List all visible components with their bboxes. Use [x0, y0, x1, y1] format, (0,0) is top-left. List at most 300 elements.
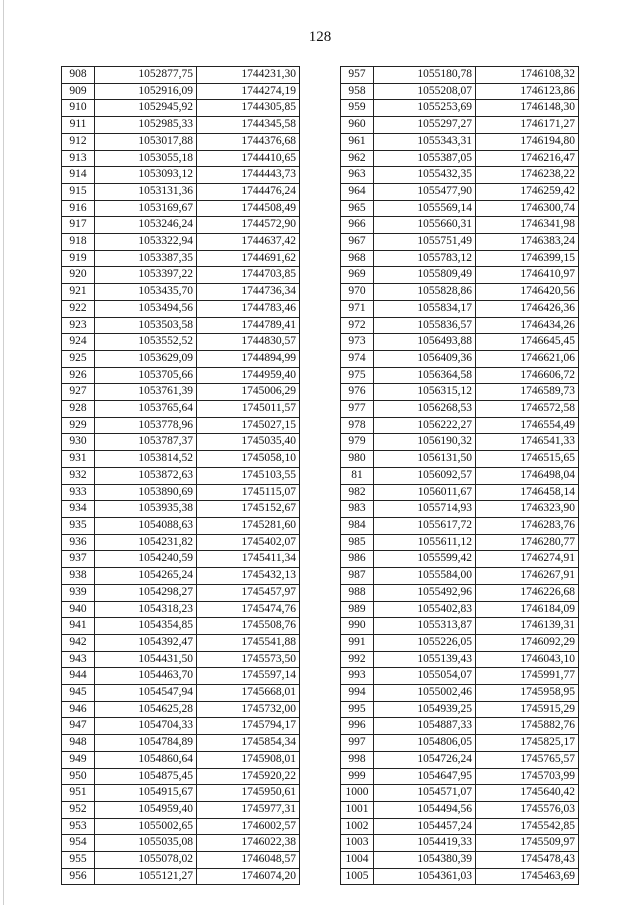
y-coordinate-cell: 1746216,47 — [476, 150, 579, 167]
point-number-cell: 983 — [341, 501, 374, 518]
x-coordinate-cell: 1053494,56 — [95, 300, 197, 317]
table-row — [341, 67, 579, 84]
y-coordinate-cell: 1746238,22 — [476, 167, 579, 184]
y-coordinate-cell: 1746498,04 — [476, 467, 579, 484]
table-row — [62, 200, 300, 217]
x-coordinate-cell: 1054887,33 — [374, 718, 476, 735]
y-coordinate-cell: 1746022,38 — [197, 835, 300, 852]
x-coordinate-cell: 1053629,09 — [95, 350, 197, 367]
point-number-cell: 914 — [62, 167, 95, 184]
point-number-cell: 952 — [62, 801, 95, 818]
point-number-cell: 957 — [341, 67, 374, 84]
x-coordinate-cell: 1056364,58 — [374, 367, 476, 384]
point-number-cell: 924 — [62, 334, 95, 351]
y-coordinate-cell: 1746541,33 — [476, 434, 579, 451]
point-number-cell: 984 — [341, 517, 374, 534]
x-coordinate-cell: 1053935,38 — [95, 501, 197, 518]
table-row — [62, 568, 300, 585]
y-coordinate-cell: 1746426,36 — [476, 300, 579, 317]
table-row — [62, 751, 300, 768]
point-number-cell: 1001 — [341, 801, 374, 818]
point-number-cell: 974 — [341, 350, 374, 367]
table-row — [341, 100, 579, 117]
y-coordinate-cell: 1746048,57 — [197, 852, 300, 869]
x-coordinate-cell: 1053552,52 — [95, 334, 197, 351]
point-number-cell: 986 — [341, 551, 374, 568]
table-row — [341, 467, 579, 484]
x-coordinate-cell: 1052945,92 — [95, 100, 197, 117]
y-coordinate-cell: 1745920,22 — [197, 768, 300, 785]
table-row — [341, 517, 579, 534]
x-coordinate-cell: 1053322,94 — [95, 234, 197, 251]
point-number-cell: 951 — [62, 785, 95, 802]
table-row — [341, 150, 579, 167]
x-coordinate-cell: 1054939,25 — [374, 701, 476, 718]
x-coordinate-cell: 1053017,88 — [95, 133, 197, 150]
x-coordinate-cell: 1053093,12 — [95, 167, 197, 184]
point-number-cell: 964 — [341, 183, 374, 200]
table-row — [341, 200, 579, 217]
y-coordinate-cell: 1746434,26 — [476, 317, 579, 334]
y-coordinate-cell: 1745115,07 — [197, 484, 300, 501]
table-row — [341, 584, 579, 601]
x-coordinate-cell: 1055253,69 — [374, 100, 476, 117]
point-number-cell: 929 — [62, 417, 95, 434]
y-coordinate-cell: 1746043,10 — [476, 651, 579, 668]
point-number-cell: 943 — [62, 651, 95, 668]
y-coordinate-cell: 1745058,10 — [197, 451, 300, 468]
point-number-cell: 962 — [341, 150, 374, 167]
x-coordinate-cell: 1055035,08 — [95, 835, 197, 852]
table-row — [62, 785, 300, 802]
x-coordinate-cell: 1056131,50 — [374, 451, 476, 468]
x-coordinate-cell: 1056315,12 — [374, 384, 476, 401]
table-row — [62, 401, 300, 418]
point-number-cell: 955 — [62, 852, 95, 869]
table-row — [341, 568, 579, 585]
x-coordinate-cell: 1055584,00 — [374, 568, 476, 585]
point-number-cell: 989 — [341, 601, 374, 618]
y-coordinate-cell: 1746283,76 — [476, 517, 579, 534]
y-coordinate-cell: 1746108,32 — [476, 67, 579, 84]
y-coordinate-cell: 1746267,91 — [476, 568, 579, 585]
y-coordinate-cell: 1746171,27 — [476, 117, 579, 134]
table-row — [62, 484, 300, 501]
x-coordinate-cell: 1055180,78 — [374, 67, 476, 84]
point-number-cell: 925 — [62, 350, 95, 367]
point-number-cell: 917 — [62, 217, 95, 234]
table-row — [62, 534, 300, 551]
y-coordinate-cell: 1744789,41 — [197, 317, 300, 334]
x-coordinate-cell: 1055834,17 — [374, 300, 476, 317]
y-coordinate-cell: 1745006,29 — [197, 384, 300, 401]
x-coordinate-cell: 1054647,95 — [374, 768, 476, 785]
point-number-cell: 969 — [341, 267, 374, 284]
table-row — [341, 634, 579, 651]
table-row — [341, 868, 579, 885]
x-coordinate-cell: 1055751,49 — [374, 234, 476, 251]
y-coordinate-cell: 1746092,29 — [476, 634, 579, 651]
y-coordinate-cell: 1745597,14 — [197, 668, 300, 685]
x-coordinate-cell: 1054860,64 — [95, 751, 197, 768]
table-row — [62, 835, 300, 852]
y-coordinate-cell: 1746226,68 — [476, 584, 579, 601]
point-number-cell: 963 — [341, 167, 374, 184]
point-number-cell: 953 — [62, 818, 95, 835]
y-coordinate-cell: 1744274,19 — [197, 83, 300, 100]
x-coordinate-cell: 1054088,63 — [95, 517, 197, 534]
table-row — [62, 735, 300, 752]
point-number-cell: 1003 — [341, 835, 374, 852]
x-coordinate-cell: 1053787,37 — [95, 434, 197, 451]
table-row — [62, 384, 300, 401]
x-coordinate-cell: 1054392,47 — [95, 634, 197, 651]
table-row — [62, 100, 300, 117]
point-number-cell: 997 — [341, 735, 374, 752]
point-number-cell: 967 — [341, 234, 374, 251]
point-number-cell: 971 — [341, 300, 374, 317]
x-coordinate-cell: 1055297,27 — [374, 117, 476, 134]
y-coordinate-cell: 1746148,30 — [476, 100, 579, 117]
point-number-cell: 994 — [341, 685, 374, 702]
x-coordinate-cell: 1053387,35 — [95, 250, 197, 267]
y-coordinate-cell: 1745915,29 — [476, 701, 579, 718]
x-coordinate-cell: 1055054,07 — [374, 668, 476, 685]
point-number-cell: 941 — [62, 618, 95, 635]
coordinates-table-right — [340, 66, 579, 885]
x-coordinate-cell: 1056011,67 — [374, 484, 476, 501]
table-row — [62, 267, 300, 284]
y-coordinate-cell: 1745411,34 — [197, 551, 300, 568]
table-row — [341, 300, 579, 317]
x-coordinate-cell: 1056409,36 — [374, 350, 476, 367]
y-coordinate-cell: 1745281,60 — [197, 517, 300, 534]
y-coordinate-cell: 1746002,57 — [197, 818, 300, 835]
x-coordinate-cell: 1054431,50 — [95, 651, 197, 668]
table-row — [62, 517, 300, 534]
table-row — [341, 735, 579, 752]
y-coordinate-cell: 1744231,30 — [197, 67, 300, 84]
x-coordinate-cell: 1055783,12 — [374, 250, 476, 267]
y-coordinate-cell: 1746184,09 — [476, 601, 579, 618]
point-number-cell: 910 — [62, 100, 95, 117]
x-coordinate-cell: 1053131,36 — [95, 183, 197, 200]
y-coordinate-cell: 1744345,58 — [197, 117, 300, 134]
y-coordinate-cell: 1745854,34 — [197, 735, 300, 752]
x-coordinate-cell: 1054547,94 — [95, 685, 197, 702]
table-row — [62, 701, 300, 718]
table-row — [341, 217, 579, 234]
x-coordinate-cell: 1055432,35 — [374, 167, 476, 184]
point-number-cell: 980 — [341, 451, 374, 468]
x-coordinate-cell: 1054354,85 — [95, 618, 197, 635]
x-coordinate-cell: 1055002,46 — [374, 685, 476, 702]
x-coordinate-cell: 1054380,39 — [374, 852, 476, 869]
y-coordinate-cell: 1744703,85 — [197, 267, 300, 284]
point-number-cell: 931 — [62, 451, 95, 468]
x-coordinate-cell: 1052877,75 — [95, 67, 197, 84]
point-number-cell: 993 — [341, 668, 374, 685]
table-row — [341, 267, 579, 284]
y-coordinate-cell: 1746621,06 — [476, 350, 579, 367]
x-coordinate-cell: 1054571,07 — [374, 785, 476, 802]
point-number-cell: 979 — [341, 434, 374, 451]
y-coordinate-cell: 1746323,90 — [476, 501, 579, 518]
x-coordinate-cell: 1055569,14 — [374, 200, 476, 217]
point-number-cell: 911 — [62, 117, 95, 134]
y-coordinate-cell: 1746458,14 — [476, 484, 579, 501]
table-row — [341, 367, 579, 384]
table-row — [62, 868, 300, 885]
table-row — [62, 852, 300, 869]
y-coordinate-cell: 1745474,76 — [197, 601, 300, 618]
x-coordinate-cell: 1056268,53 — [374, 401, 476, 418]
point-number-cell: 995 — [341, 701, 374, 718]
y-coordinate-cell: 1745402,07 — [197, 534, 300, 551]
table-row — [62, 718, 300, 735]
table-row — [341, 701, 579, 718]
table-row — [62, 601, 300, 618]
y-coordinate-cell: 1744783,46 — [197, 300, 300, 317]
x-coordinate-cell: 1055002,65 — [95, 818, 197, 835]
y-coordinate-cell: 1746410,97 — [476, 267, 579, 284]
x-coordinate-cell: 1054915,67 — [95, 785, 197, 802]
point-number-cell: 977 — [341, 401, 374, 418]
x-coordinate-cell: 1054494,56 — [374, 801, 476, 818]
y-coordinate-cell: 1745576,03 — [476, 801, 579, 818]
x-coordinate-cell: 1053761,39 — [95, 384, 197, 401]
point-number-cell: 987 — [341, 568, 374, 585]
point-number-cell: 976 — [341, 384, 374, 401]
point-number-cell: 972 — [341, 317, 374, 334]
point-number-cell: 942 — [62, 634, 95, 651]
x-coordinate-cell: 1056222,27 — [374, 417, 476, 434]
point-number-cell: 937 — [62, 551, 95, 568]
y-coordinate-cell: 1744830,57 — [197, 334, 300, 351]
x-coordinate-cell: 1055343,31 — [374, 133, 476, 150]
x-coordinate-cell: 1052916,09 — [95, 83, 197, 100]
x-coordinate-cell: 1054806,05 — [374, 735, 476, 752]
table-row — [341, 384, 579, 401]
table-row — [62, 334, 300, 351]
y-coordinate-cell: 1745950,61 — [197, 785, 300, 802]
table-row — [62, 417, 300, 434]
y-coordinate-cell: 1746280,77 — [476, 534, 579, 551]
y-coordinate-cell: 1745668,01 — [197, 685, 300, 702]
y-coordinate-cell: 1745958,95 — [476, 685, 579, 702]
table-row — [62, 451, 300, 468]
table-row — [62, 651, 300, 668]
y-coordinate-cell: 1745011,57 — [197, 401, 300, 418]
point-number-cell: 1004 — [341, 852, 374, 869]
y-coordinate-cell: 1745103,55 — [197, 467, 300, 484]
y-coordinate-cell: 1746194,80 — [476, 133, 579, 150]
x-coordinate-cell: 1054318,23 — [95, 601, 197, 618]
y-coordinate-cell: 1746341,98 — [476, 217, 579, 234]
table-row — [341, 183, 579, 200]
table-row — [341, 334, 579, 351]
point-number-cell: 947 — [62, 718, 95, 735]
x-coordinate-cell: 1055477,90 — [374, 183, 476, 200]
point-number-cell: 922 — [62, 300, 95, 317]
x-coordinate-cell: 1055139,43 — [374, 651, 476, 668]
point-number-cell: 954 — [62, 835, 95, 852]
table-row — [341, 417, 579, 434]
table-row — [62, 183, 300, 200]
y-coordinate-cell: 1745640,42 — [476, 785, 579, 802]
y-coordinate-cell: 1746645,45 — [476, 334, 579, 351]
table-row — [62, 668, 300, 685]
point-number-cell: 913 — [62, 150, 95, 167]
x-coordinate-cell: 1052985,33 — [95, 117, 197, 134]
table-row — [62, 801, 300, 818]
point-number-cell: 950 — [62, 768, 95, 785]
y-coordinate-cell: 1744410,65 — [197, 150, 300, 167]
x-coordinate-cell: 1055121,27 — [95, 868, 197, 885]
table-row — [341, 234, 579, 251]
point-number-cell: 936 — [62, 534, 95, 551]
table-row — [341, 484, 579, 501]
table-row — [341, 768, 579, 785]
point-number-cell: 915 — [62, 183, 95, 200]
x-coordinate-cell: 1053765,64 — [95, 401, 197, 418]
point-number-cell: 944 — [62, 668, 95, 685]
x-coordinate-cell: 1053890,69 — [95, 484, 197, 501]
y-coordinate-cell: 1746074,20 — [197, 868, 300, 885]
x-coordinate-cell: 1056493,88 — [374, 334, 476, 351]
table-row — [62, 818, 300, 835]
point-number-cell: 945 — [62, 685, 95, 702]
table-row — [62, 300, 300, 317]
point-number-cell: 991 — [341, 634, 374, 651]
x-coordinate-cell: 1054298,27 — [95, 584, 197, 601]
point-number-cell: 949 — [62, 751, 95, 768]
x-coordinate-cell: 1053055,18 — [95, 150, 197, 167]
x-coordinate-cell: 1053778,96 — [95, 417, 197, 434]
x-coordinate-cell: 1055078,02 — [95, 852, 197, 869]
x-coordinate-cell: 1055660,31 — [374, 217, 476, 234]
x-coordinate-cell: 1055599,42 — [374, 551, 476, 568]
x-coordinate-cell: 1054457,24 — [374, 818, 476, 835]
y-coordinate-cell: 1745991,77 — [476, 668, 579, 685]
point-number-cell: 923 — [62, 317, 95, 334]
point-number-cell: 959 — [341, 100, 374, 117]
x-coordinate-cell: 1055402,83 — [374, 601, 476, 618]
point-number-cell: 1000 — [341, 785, 374, 802]
table-row — [341, 284, 579, 301]
point-number-cell: 970 — [341, 284, 374, 301]
y-coordinate-cell: 1745035,40 — [197, 434, 300, 451]
y-coordinate-cell: 1745908,01 — [197, 751, 300, 768]
y-coordinate-cell: 1744572,90 — [197, 217, 300, 234]
point-number-cell: 908 — [62, 67, 95, 84]
y-coordinate-cell: 1745977,31 — [197, 801, 300, 818]
x-coordinate-cell: 1053169,67 — [95, 200, 197, 217]
table-row — [341, 401, 579, 418]
table-row — [62, 434, 300, 451]
point-number-cell: 919 — [62, 250, 95, 267]
table-row — [341, 350, 579, 367]
table-row — [341, 250, 579, 267]
y-coordinate-cell: 1744376,68 — [197, 133, 300, 150]
point-number-cell: 920 — [62, 267, 95, 284]
point-number-cell: 926 — [62, 367, 95, 384]
y-coordinate-cell: 1745882,76 — [476, 718, 579, 735]
y-coordinate-cell: 1744736,34 — [197, 284, 300, 301]
table-row — [341, 501, 579, 518]
y-coordinate-cell: 1746606,72 — [476, 367, 579, 384]
point-number-cell: 932 — [62, 467, 95, 484]
point-number-cell: 81 — [341, 467, 374, 484]
y-coordinate-cell: 1745765,57 — [476, 751, 579, 768]
y-coordinate-cell: 1746383,24 — [476, 234, 579, 251]
coordinates-table-left — [61, 66, 300, 885]
x-coordinate-cell: 1055809,49 — [374, 267, 476, 284]
table-row — [341, 818, 579, 835]
table-row — [62, 217, 300, 234]
y-coordinate-cell: 1746300,74 — [476, 200, 579, 217]
point-number-cell: 998 — [341, 751, 374, 768]
point-number-cell: 940 — [62, 601, 95, 618]
point-number-cell: 916 — [62, 200, 95, 217]
x-coordinate-cell: 1054625,28 — [95, 701, 197, 718]
x-coordinate-cell: 1053435,70 — [95, 284, 197, 301]
y-coordinate-cell: 1746259,42 — [476, 183, 579, 200]
table-row — [62, 685, 300, 702]
table-row — [341, 785, 579, 802]
table-row — [341, 651, 579, 668]
x-coordinate-cell: 1053503,58 — [95, 317, 197, 334]
x-coordinate-cell: 1055226,05 — [374, 634, 476, 651]
x-coordinate-cell: 1055836,57 — [374, 317, 476, 334]
point-number-cell: 973 — [341, 334, 374, 351]
table-row — [62, 467, 300, 484]
x-coordinate-cell: 1053705,66 — [95, 367, 197, 384]
x-coordinate-cell: 1055492,96 — [374, 584, 476, 601]
y-coordinate-cell: 1745541,88 — [197, 634, 300, 651]
x-coordinate-cell: 1055313,87 — [374, 618, 476, 635]
x-coordinate-cell: 1053397,22 — [95, 267, 197, 284]
y-coordinate-cell: 1745703,99 — [476, 768, 579, 785]
scan-edge-line — [3, 0, 4, 905]
y-coordinate-cell: 1746554,49 — [476, 417, 579, 434]
x-coordinate-cell: 1054265,24 — [95, 568, 197, 585]
y-coordinate-cell: 1744691,62 — [197, 250, 300, 267]
x-coordinate-cell: 1055828,86 — [374, 284, 476, 301]
x-coordinate-cell: 1056092,57 — [374, 467, 476, 484]
point-number-cell: 978 — [341, 417, 374, 434]
point-number-cell: 956 — [62, 868, 95, 885]
table-row — [62, 150, 300, 167]
point-number-cell: 988 — [341, 584, 374, 601]
point-number-cell: 961 — [341, 133, 374, 150]
table-row — [62, 83, 300, 100]
y-coordinate-cell: 1746420,56 — [476, 284, 579, 301]
point-number-cell: 909 — [62, 83, 95, 100]
x-coordinate-cell: 1054419,33 — [374, 835, 476, 852]
x-coordinate-cell: 1054784,89 — [95, 735, 197, 752]
point-number-cell: 935 — [62, 517, 95, 534]
table-row — [62, 551, 300, 568]
y-coordinate-cell: 1744637,42 — [197, 234, 300, 251]
y-coordinate-cell: 1744894,99 — [197, 350, 300, 367]
point-number-cell: 927 — [62, 384, 95, 401]
table-row — [62, 133, 300, 150]
point-number-cell: 948 — [62, 735, 95, 752]
y-coordinate-cell: 1745152,67 — [197, 501, 300, 518]
table-row — [341, 451, 579, 468]
y-coordinate-cell: 1745542,85 — [476, 818, 579, 835]
